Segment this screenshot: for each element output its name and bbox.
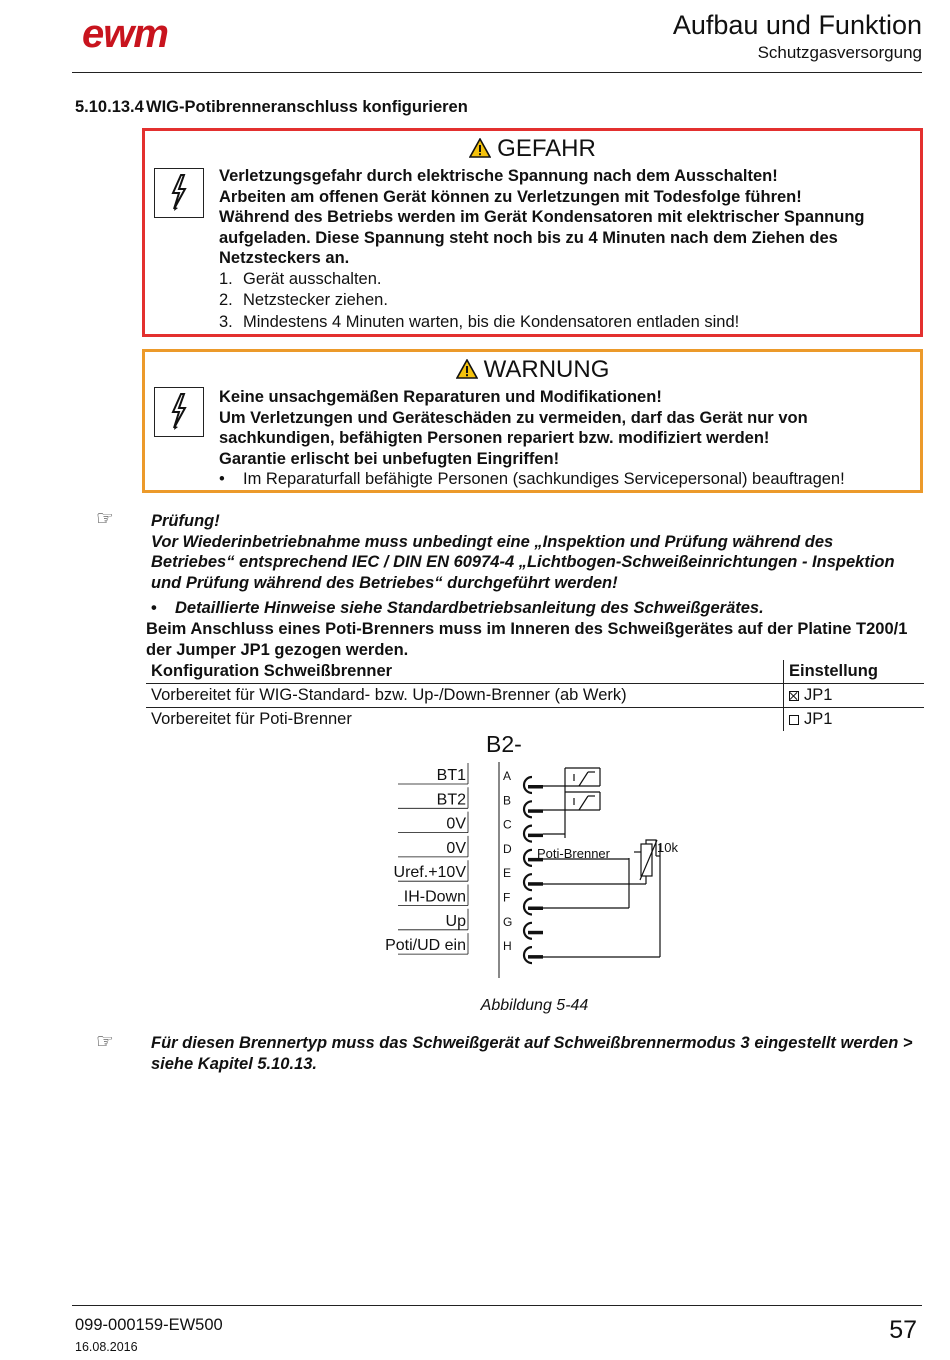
header-title: Aufbau und Funktion <box>672 10 922 40</box>
danger-line-2: Arbeiten am offenen Gerät können zu Verletzungen mit Todesfolge führen! <box>219 187 802 206</box>
table-row <box>146 684 924 708</box>
inspection-note-bullet: • Detaillierte Hinweise siehe Standardbetriebsanleitung des Schweißgerätes. <box>151 599 764 617</box>
warning-triangle-icon <box>469 138 491 158</box>
contact-symbol <box>524 801 532 817</box>
document-date: 16.08.2016 <box>75 1340 138 1354</box>
electric-shock-icon <box>154 387 204 437</box>
warning-line-2: Um Verletzungen und Geräteschäden zu vermeiden, darf das Gerät nur von sachkundigen, befähigten Personen repariert bzw. modifiziert werden! <box>219 408 808 447</box>
contact-pin <box>528 809 543 813</box>
document-number: 099-000159-EW500 <box>75 1316 223 1334</box>
logo-text: ewm <box>82 14 168 54</box>
warning-heading-text: WARNUNG <box>483 356 610 383</box>
contact-pin <box>528 931 543 935</box>
table-header-setting: Einstellung <box>784 660 925 684</box>
connector-label: B2- <box>486 731 522 757</box>
switch-symbols <box>543 768 600 838</box>
jumper-paragraph: Beim Anschluss eines Poti-Brenners muss im Inneren des Schweißgerätes auf der Platine T200/1 der Jumper JP1 gezogen werden. <box>146 620 908 659</box>
danger-line-3: Während des Betriebs werden im Gerät Kondensatoren mit elektrischer Spannung aufgeladen. Diese Spannung steht noch bis zu 4 Minuten nach dem Ziehen des Netzsteckers an. <box>219 208 865 267</box>
mode-note-text: Für diesen Brennertyp muss das Schweißgerät auf Schweißbrennermodus 3 eingestellt werden > siehe Kapitel 5.10.13. <box>151 1034 913 1073</box>
mode-note <box>151 1033 920 1074</box>
danger-heading-text: GEFAHR <box>497 135 596 162</box>
warning-heading <box>145 356 920 384</box>
pin-label: A <box>503 769 512 783</box>
table-header-row <box>146 660 924 684</box>
header-subtitle: Schutzgasversorgung <box>757 43 922 62</box>
section-number: 5.10.13.4 <box>75 98 144 116</box>
danger-heading <box>145 135 920 163</box>
signal-label: 0V <box>446 815 466 833</box>
inspection-note-text: Vor Wiederinbetriebnahme muss unbedingt eine „Inspektion und Prüfung während des Betriebes“ entsprechend IEC / DIN EN 60974-4 „Lichtbogen-Schweißeinrichtungen - Inspektion und Prüfung während des Betriebes“ durchgeführt werden! <box>151 532 895 592</box>
pin-label: F <box>503 890 511 905</box>
contact-pin <box>528 882 543 886</box>
contact-pin <box>528 834 543 838</box>
page-number: 57 <box>889 1316 917 1344</box>
inspection-note-title: Prüfung! <box>151 512 220 530</box>
pointing-hand-icon: ☞ <box>96 508 114 530</box>
pin-label: G <box>503 914 513 929</box>
pin-label: E <box>503 866 512 881</box>
warning-body <box>219 387 910 490</box>
contact-symbol <box>524 826 532 842</box>
signal-label: BT2 <box>436 791 466 809</box>
danger-step: 1. Gerät ausschalten. <box>219 269 382 288</box>
contact-symbol <box>524 923 532 939</box>
table-cell-config: Vorbereitet für WIG-Standard- bzw. Up-/Down-Brenner (ab Werk) <box>146 684 784 708</box>
warning-line-3: Garantie erlischt bei unbefugten Eingriffen! <box>219 449 560 468</box>
electric-shock-icon <box>154 168 204 218</box>
danger-step: 3. Mindestens 4 Minuten warten, bis die Kondensatoren entladen sind! <box>219 312 740 331</box>
component-label: Poti-Brenner <box>537 846 610 861</box>
signal-label: Poti/UD ein <box>385 937 466 955</box>
table-cell-config: Vorbereitet für Poti-Brenner <box>151 710 352 728</box>
ewm-logo <box>82 14 212 54</box>
signal-label: Uref.+10V <box>393 864 466 882</box>
warning-line-1: Keine unsachgemäßen Reparaturen und Modifikationen! <box>219 388 662 406</box>
footer-divider <box>72 1305 922 1306</box>
header-divider <box>72 72 922 73</box>
pin-label: D <box>503 841 512 856</box>
pin-label: H <box>503 939 512 954</box>
contact-pin <box>528 955 543 959</box>
figure-caption: Abbildung 5-44 <box>480 997 589 1014</box>
table-header-config: Konfiguration Schweißbrenner <box>146 660 784 684</box>
table-cell-setting: JP1 <box>784 684 925 708</box>
danger-line-1: Verletzungsgefahr durch elektrische Spannung nach dem Ausschalten! <box>219 167 778 185</box>
danger-body <box>219 166 910 333</box>
warning-notice <box>142 349 923 493</box>
danger-notice <box>142 128 923 337</box>
contact-symbol <box>524 947 532 963</box>
signal-label: 0V <box>446 839 466 857</box>
pointing-hand-icon: ☞ <box>96 1031 114 1053</box>
contact-pin <box>528 785 543 789</box>
unchecked-box-icon <box>789 715 799 725</box>
section-heading <box>75 98 468 117</box>
danger-step: 2. Netzstecker ziehen. <box>219 291 388 309</box>
inspection-note <box>151 511 920 619</box>
checked-box-icon <box>789 691 799 701</box>
warning-bullet: • Im Reparaturfall befähigte Personen (sachkundiges Servicepersonal) beauftragen! <box>219 470 845 488</box>
section-title: WIG-Potibrenneranschluss konfigurieren <box>146 98 468 116</box>
signal-label: BT1 <box>436 767 466 784</box>
table-cell-setting: JP1 <box>784 708 925 732</box>
signal-label: IH-Down <box>403 888 466 906</box>
pin-label: B <box>503 793 512 808</box>
signal-label: Up <box>445 912 466 930</box>
wiring-diagram <box>370 728 700 978</box>
pin-label: C <box>503 817 512 832</box>
configuration-table <box>146 660 924 731</box>
contact-pin <box>528 907 543 911</box>
resistor-label: 10k <box>657 840 678 855</box>
warning-triangle-icon <box>456 359 478 379</box>
